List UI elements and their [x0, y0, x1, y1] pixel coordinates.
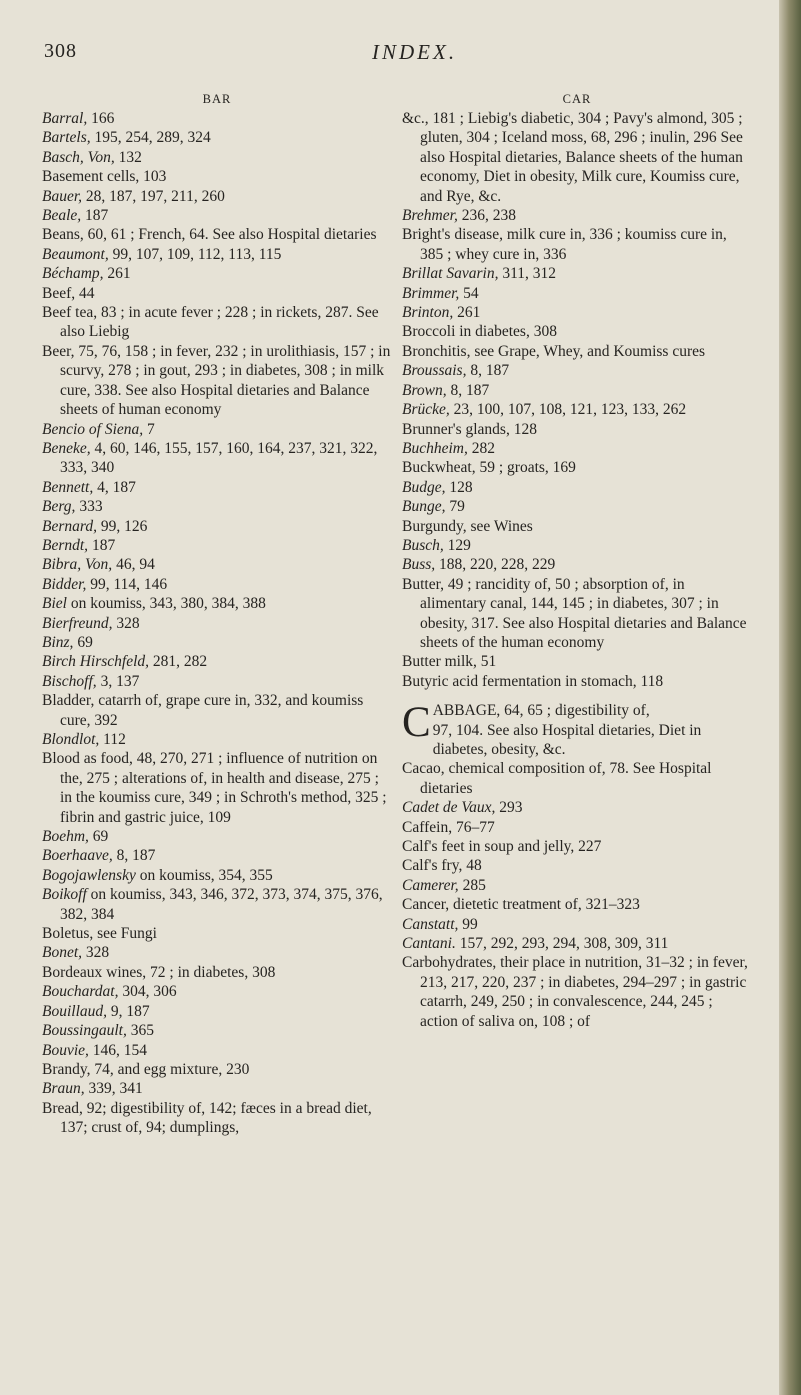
index-entry [402, 264, 752, 283]
entry-name: Brimmer, [402, 284, 460, 302]
entry-name: Buss, [402, 556, 436, 574]
entry-text: 281, 282 [149, 653, 208, 671]
cabbage-continuation: 97, 104. See also Hospital dietaries, Diet in diabetes, obesity, &c. [432, 721, 702, 758]
entry-text: 187 [81, 207, 109, 225]
index-entry [42, 245, 392, 264]
index-entry [42, 730, 392, 749]
entry-name: Bouillaud, [42, 1002, 108, 1020]
entry-text: Basement cells, 103 [42, 168, 167, 186]
index-entry [402, 759, 752, 798]
index-entry [402, 818, 752, 837]
index-entry [42, 284, 392, 303]
index-entry [402, 420, 752, 439]
entry-text: 23, 100, 107, 108, 121, 123, 133, 262 [449, 401, 687, 419]
cabbage-first-line: ABBAGE, 64, 65 ; digestibility of, [432, 702, 650, 720]
index-entry [42, 1041, 392, 1060]
entry-text: 365 [126, 1022, 154, 1040]
entry-text: Cancer, dietetic treatment of, 321–323 [402, 896, 640, 914]
left-entry-list [42, 109, 392, 1138]
index-entry [402, 206, 752, 225]
entry-name: Buchheim, [402, 439, 468, 457]
entry-text: 99, 114, 146 [86, 575, 168, 593]
entry-name: Bischoff, [42, 672, 97, 690]
index-entry [42, 575, 392, 594]
entry-name: Bibra, Von, [42, 556, 113, 574]
entry-text: Broccoli in diabetes, 308 [402, 323, 557, 341]
index-entry [42, 749, 392, 827]
index-entry [402, 915, 752, 934]
drop-cap: C [402, 699, 431, 747]
index-entry [42, 924, 392, 943]
index-entry [42, 1021, 392, 1040]
entry-text: 79 [445, 498, 465, 516]
entry-text: Bronchitis, see Grape, Whey, and Koumiss cures [402, 342, 706, 360]
index-entry [402, 342, 752, 361]
entry-text: Caffein, 76–77 [402, 818, 495, 836]
entry-name: Barral, [42, 110, 88, 127]
index-entry [402, 303, 752, 322]
entry-name: Bencio of Siena, [42, 420, 144, 438]
index-entry [42, 420, 392, 439]
index-entry [402, 934, 752, 953]
entry-text: 132 [114, 148, 142, 166]
entry-text: Beef tea, 83 ; in acute fever ; 228 ; in rickets, 287. See also Liebig [42, 304, 379, 341]
entry-name: Brücke, [402, 401, 450, 419]
index-entry [42, 497, 392, 516]
index-entry [42, 478, 392, 497]
entry-name: Cadet de Vaux, [402, 799, 496, 817]
index-entry [402, 478, 752, 497]
index-entry [402, 458, 752, 477]
entry-name: Bartels, [42, 129, 91, 147]
entry-text: Bread, 92; digestibility of, 142; fæces in a bread diet, 137; crust of, 94; dumplings, [42, 1099, 372, 1137]
index-entry [42, 128, 392, 147]
index-entry [42, 1002, 392, 1021]
index-entry [42, 439, 392, 478]
entry-text: 128 [445, 478, 473, 496]
entry-text: 3, 137 [96, 672, 140, 690]
index-entry [402, 953, 752, 1031]
index-entry [42, 885, 392, 924]
entry-name: Binz, [42, 633, 74, 651]
index-entry [402, 895, 752, 914]
entry-text: Butter milk, 51 [402, 653, 497, 671]
index-entry [42, 652, 392, 671]
entry-text: 157, 292, 293, 294, 308, 309, 311 [455, 935, 669, 953]
entry-text: Butter, 49 ; rancidity of, 50 ; absorption of, in alimentary canal, 144, 145 ; in diabetes, 307 ; in obesity, 317. See also Hospital dietaries and Balance sheets of the human economy [402, 575, 747, 651]
entry-name: Bennett, [42, 478, 94, 496]
column-head-left: BAR [202, 92, 232, 106]
entry-text: Beer, 75, 76, 158 ; in fever, 232 ; in urolithiasis, 157 ; in scurvy, 278 ; in gout, 293 ; in diabetes, 308 ; in milk cure, 338. See also Hospital dietaries and Balance sheets of human economy [42, 342, 391, 419]
entry-name: Birch Hirschfeld, [42, 653, 150, 671]
entry-text: 8, 187 [446, 381, 490, 399]
entry-text: 8, 187 [466, 362, 510, 380]
index-entry [402, 284, 752, 303]
index-entry [42, 963, 392, 982]
entry-text: 333 [75, 498, 103, 516]
index-entry [402, 381, 752, 400]
entry-name: Canstatt, [402, 915, 459, 933]
entry-text: 304, 306 [118, 983, 177, 1001]
column-head-right: CAR [562, 92, 592, 106]
index-entry [42, 594, 392, 613]
entry-text: 9, 187 [107, 1002, 150, 1020]
index-entry [402, 400, 752, 419]
index-entry [402, 225, 752, 264]
index-entry [402, 652, 752, 671]
entry-name: Bauer, [42, 187, 83, 205]
entry-name: Bunge, [402, 498, 446, 516]
index-entry [42, 167, 392, 186]
index-entry [42, 264, 392, 283]
entry-text: 328 [112, 614, 140, 632]
continued-entry: &c., 181 ; Liebig's diabetic, 304 ; Pavy's almond, 305 ; gluten, 304 ; Iceland moss, 68, 296 ; inulin, 296 See also Hospital dietaries, Balance sheets of the human economy, Diet in obesity, Milk cure, Koumiss cure, and Rye, &c. [402, 110, 743, 205]
entry-text: Beef, 44 [42, 284, 95, 302]
entry-text: Brandy, 74, and egg mixture, 230 [42, 1060, 250, 1078]
entry-name: Brinton, [402, 304, 454, 322]
index-entry [42, 555, 392, 574]
entry-name: Blondlot, [42, 731, 100, 748]
index-entry [42, 187, 392, 206]
entry-text: Carbohydrates, their place in nutrition, 31–32 ; in fever, 213, 217, 220, 237 ; in diabetes, 294–297 ; in gastric catarrh, 249, 250 ; in convalescence, 244, 245 ; action of saliva on, 108 ; of [402, 954, 748, 1030]
entry-text: 69 [88, 828, 109, 846]
entry-text: 187 [88, 536, 116, 554]
entry-name: Boikoff [42, 886, 87, 904]
index-entry [42, 536, 392, 555]
entry-text: 328 [82, 944, 110, 962]
entry-text: 236, 238 [457, 207, 516, 225]
index-entry [402, 575, 752, 653]
index-entry [42, 225, 392, 244]
entry-name: Budge, [402, 478, 446, 496]
entry-name: Brehmer, [402, 207, 458, 225]
entry-text: 54 [459, 284, 479, 302]
entry-text: Bordeaux wines, 72 ; in diabetes, 308 [42, 963, 276, 981]
entry-text: Bladder, catarrh of, grape cure in, 332, and koumiss cure, 392 [42, 692, 364, 729]
index-entry [42, 148, 392, 167]
index-entry [402, 672, 752, 691]
entry-name: Béchamp, [42, 265, 104, 283]
entry-text: 46, 94 [112, 556, 155, 574]
index-entry [42, 866, 392, 885]
entry-text: Boletus, see Fungi [42, 925, 157, 943]
entry-name: Beale, [42, 207, 82, 225]
book-edge [779, 0, 801, 1395]
right-column [402, 90, 752, 1031]
entry-text: Calf's feet in soup and jelly, 227 [402, 838, 602, 856]
entry-text: Blood as food, 48, 270, 271 ; influence of nutrition on the, 275 ; alterations of, in health and disease, 275 ; in the koumiss cure, 349 ; in Schroth's method, 325 ; fibrin and gastric juice, 109 [42, 750, 387, 826]
entry-text: Burgundy, see Wines [402, 517, 533, 535]
entry-name: Berndt, [42, 536, 89, 554]
cabbage-entry [402, 701, 752, 759]
entry-text: 4, 60, 146, 155, 157, 160, 164, 237, 321, 322, 333, 340 [60, 439, 378, 477]
entry-name: Bidder, [42, 575, 87, 593]
entry-text: 261 [103, 265, 131, 283]
entry-text: on koumiss, 354, 355 [135, 866, 273, 884]
entry-name: Busch, [402, 536, 444, 554]
entry-name: Boehm, [42, 828, 89, 846]
entry-text: 166 [87, 110, 115, 127]
page-number: 308 [44, 40, 77, 62]
entry-name: Boerhaave, [42, 847, 113, 865]
entry-text: 146, 154 [88, 1041, 148, 1059]
index-entry [402, 856, 752, 875]
entry-text: 282 [467, 439, 495, 457]
index-entry [402, 837, 752, 856]
index-entry [402, 497, 752, 516]
index-entry [42, 982, 392, 1001]
entry-name: Beneke, [42, 439, 91, 457]
index-entry [42, 517, 392, 536]
entry-name: Bernard, [42, 517, 97, 535]
index-entry [42, 109, 392, 128]
index-entry [42, 303, 392, 342]
index-entry [42, 206, 392, 225]
entry-text: 112 [99, 731, 126, 748]
entry-name: Basch, Von, [42, 148, 115, 166]
entry-name: Bogojawlensky [42, 866, 136, 884]
entry-text: 4, 187 [93, 478, 136, 496]
entry-text: 69 [73, 633, 93, 651]
index-entry [42, 846, 392, 865]
entry-text: 311, 312 [498, 265, 557, 283]
right-entry-list-2 [402, 759, 752, 1031]
entry-text: Buckwheat, 59 ; groats, 169 [402, 459, 576, 477]
entry-text: Bright's disease, milk cure in, 336 ; koumiss cure in, 385 ; whey cure in, 336 [402, 226, 727, 263]
entry-name: Bierfreund, [42, 614, 113, 632]
entry-name: Bouchardat, [42, 983, 119, 1001]
entry-name: Camerer, [402, 876, 459, 894]
entry-name: Brown, [402, 381, 447, 399]
entry-name: Braun, [42, 1080, 85, 1098]
entry-text: Butyric acid fermentation in stomach, 118 [402, 672, 664, 690]
entry-text: on koumiss, 343, 346, 372, 373, 374, 375, 376, 382, 384 [60, 886, 383, 923]
entry-name: Beaumont, [42, 245, 109, 263]
running-head: INDEX. [372, 40, 458, 64]
index-entry [42, 1099, 392, 1138]
entry-name: Bonet, [42, 944, 83, 962]
entry-text: 339, 341 [84, 1080, 143, 1098]
entry-text: 28, 187, 197, 211, 260 [82, 187, 225, 205]
entry-name: Broussais, [402, 362, 467, 380]
entry-text: 285 [458, 876, 486, 894]
index-entry [402, 439, 752, 458]
index-entry [42, 672, 392, 691]
entry-name: Cantani. [402, 935, 456, 953]
entry-text: Cacao, chemical composition of, 78. See Hospital dietaries [402, 760, 712, 797]
entry-text: 261 [453, 304, 481, 322]
index-entry [402, 555, 752, 574]
entry-text: 195, 254, 289, 324 [90, 129, 211, 147]
entry-text: 99, 107, 109, 112, 113, 115 [108, 245, 282, 263]
entry-name: Brillat Savarin, [402, 265, 499, 283]
index-entry [402, 876, 752, 895]
entry-text: Beans, 60, 61 ; French, 64. See also Hospital dietaries [42, 226, 377, 244]
entry-text: 7 [143, 420, 155, 438]
index-entry [402, 517, 752, 536]
entry-text: 293 [495, 799, 523, 817]
entry-text: Calf's fry, 48 [402, 857, 482, 875]
index-entry [42, 342, 392, 420]
index-entry [42, 1079, 392, 1098]
right-entry-list [402, 206, 752, 691]
index-entry [402, 322, 752, 341]
entry-text: 99, 126 [96, 517, 148, 535]
entry-text: 188, 220, 228, 229 [435, 556, 556, 574]
entry-text: 99 [458, 915, 478, 933]
entry-text: 8, 187 [112, 847, 156, 865]
entry-name: Bouvie, [42, 1041, 89, 1059]
index-entry [42, 691, 392, 730]
index-entry [402, 361, 752, 380]
index-entry [42, 943, 392, 962]
index-entry [42, 1060, 392, 1079]
entry-name: Berg, [42, 498, 76, 516]
entry-text: on koumiss, 343, 380, 384, 388 [66, 595, 266, 613]
left-column [42, 90, 392, 1138]
entry-name: Biel [42, 595, 67, 613]
index-entry [42, 827, 392, 846]
entry-name: Boussingault, [42, 1022, 127, 1040]
index-entry [402, 798, 752, 817]
entry-text: Brunner's glands, 128 [402, 420, 537, 438]
index-entry [42, 633, 392, 652]
index-entry [402, 536, 752, 555]
entry-text: 129 [443, 536, 471, 554]
index-entry [42, 614, 392, 633]
